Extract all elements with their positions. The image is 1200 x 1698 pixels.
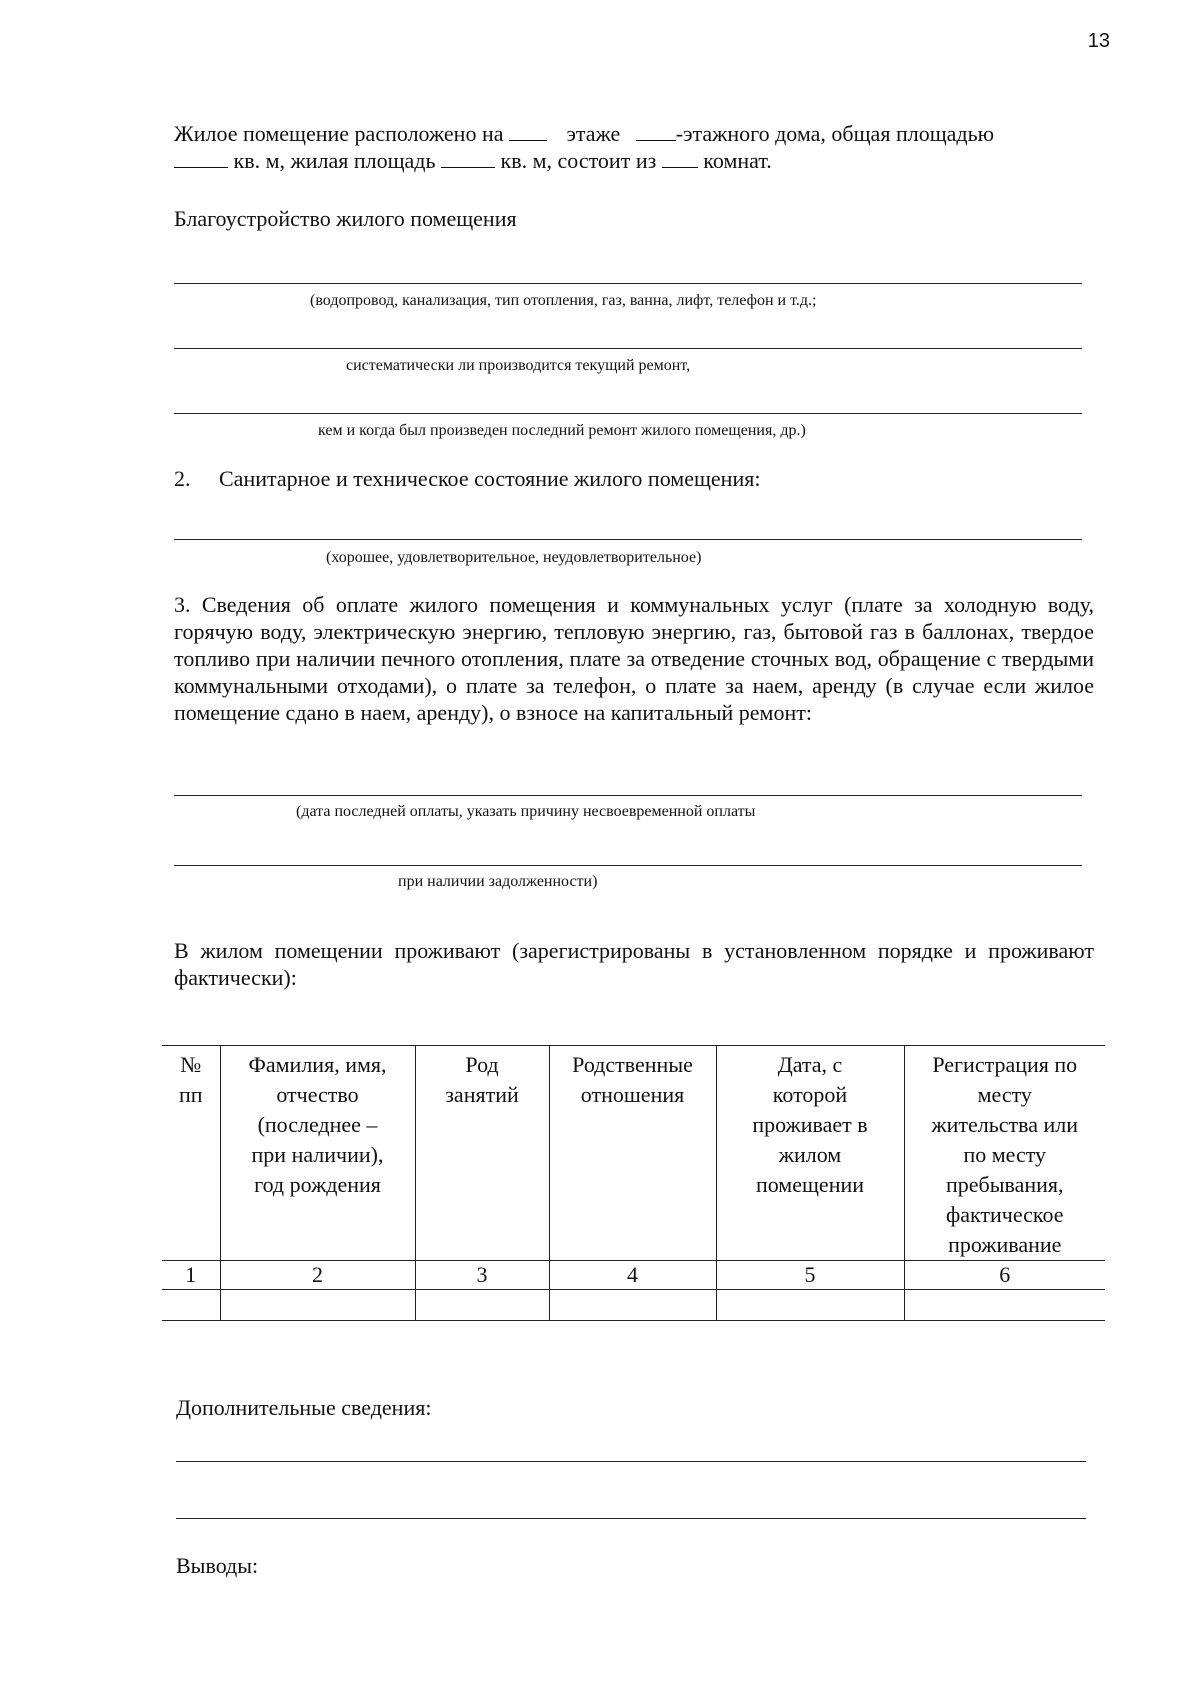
- column-number: 2: [220, 1261, 415, 1290]
- condition-line[interactable]: [174, 539, 1082, 540]
- additional-heading: Дополнительные сведения:: [176, 1395, 432, 1420]
- dwelling-text-1: Жилое помещение расположено на: [174, 121, 504, 146]
- header-residence-date: Дата, с которой проживает в жилом помещении: [716, 1046, 904, 1261]
- table-header-row: [162, 1046, 1105, 1261]
- table-row: [162, 1290, 1105, 1321]
- column-number: 5: [716, 1261, 904, 1290]
- storeys-blank[interactable]: [636, 120, 676, 141]
- dwelling-text-5: кв. м, состоит из: [500, 148, 657, 173]
- header-number: № пп: [162, 1046, 220, 1261]
- page-number: 13: [1087, 30, 1110, 52]
- total-area-blank[interactable]: [174, 147, 228, 168]
- residents-intro: В жилом помещении проживают (зарегистрированы в установленном порядке и проживают фактически):: [174, 938, 1094, 990]
- table-cell[interactable]: [220, 1290, 415, 1321]
- floor-blank[interactable]: [509, 120, 547, 141]
- column-number: 6: [904, 1261, 1105, 1290]
- amenities-caption-3: кем и когда был произведен последний ремонт жилого помещения, др.): [318, 422, 806, 439]
- additional-line-1[interactable]: [176, 1461, 1086, 1462]
- amenities-line-2[interactable]: [174, 348, 1082, 349]
- amenities-line-1[interactable]: [174, 283, 1082, 284]
- table-cell[interactable]: [716, 1290, 904, 1321]
- table-cell[interactable]: [162, 1290, 220, 1321]
- living-area-blank[interactable]: [441, 147, 495, 168]
- rooms-blank[interactable]: [662, 147, 698, 168]
- dwelling-text-6: комнат.: [703, 148, 772, 173]
- header-full-name: Фамилия, имя, отчество (последнее – при наличии), год рождения: [220, 1046, 415, 1261]
- amenities-caption-1: (водопровод, канализация, тип отопления, газ, ванна, лифт, телефон и т.д.;: [310, 292, 817, 309]
- amenities-heading: Благоустройство жилого помещения: [174, 206, 517, 231]
- residents-table: [162, 1045, 1105, 1321]
- amenities-line-3[interactable]: [174, 413, 1082, 414]
- section-2-heading: Санитарное и техническое состояние жилого помещения:: [219, 466, 761, 491]
- table-cell[interactable]: [904, 1290, 1105, 1321]
- table-cell[interactable]: [415, 1290, 549, 1321]
- table-cell[interactable]: [549, 1290, 716, 1321]
- column-number: 3: [415, 1261, 549, 1290]
- column-number-row: [162, 1261, 1105, 1290]
- additional-line-2[interactable]: [176, 1518, 1086, 1519]
- section-2-caption: (хорошее, удовлетворительное, неудовлетворительное): [326, 549, 702, 566]
- dwelling-text-3: -этажного дома, общая площадью: [675, 121, 995, 146]
- payment-line-2[interactable]: [174, 865, 1082, 866]
- section-3-caption-1: (дата последней оплаты, указать причину несвоевременной оплаты: [296, 803, 756, 820]
- payment-line-1[interactable]: [174, 795, 1082, 796]
- header-occupation: Род занятий: [415, 1046, 549, 1261]
- dwelling-text-2: этаже: [566, 121, 621, 146]
- section-3-text: 3. Сведения об оплате жилого помещения и коммунальных услуг (плате за холодную воду, горячую воду, электрическую энергию, тепловую энергию, газ, бытовой газ в баллонах, твердое топливо при наличии печного отопления, плате за отведение сточных вод, обращение с твердыми коммунальными отходами), о плате за телефон, о плате за наем, аренду (в случае если жилое помещение сдано в наем, аренду), о взносе на капитальный ремонт:: [174, 592, 1094, 725]
- dwelling-line-1: [174, 120, 1094, 147]
- dwelling-line-2: [174, 147, 1094, 174]
- dwelling-text-4: кв. м, жилая площадь: [233, 148, 436, 173]
- header-registration: Регистрация по месту жительства или по месту пребывания, фактическое проживание: [904, 1046, 1105, 1261]
- amenities-caption-2: систематически ли производится текущий ремонт,: [346, 357, 691, 374]
- header-relationship: Родственные отношения: [549, 1046, 716, 1261]
- column-number: 4: [549, 1261, 716, 1290]
- section-2-number: 2.: [174, 466, 191, 491]
- section-3-caption-2: при наличии задолженности): [398, 873, 598, 890]
- conclusions-heading: Выводы:: [176, 1553, 259, 1578]
- column-number: 1: [162, 1261, 220, 1290]
